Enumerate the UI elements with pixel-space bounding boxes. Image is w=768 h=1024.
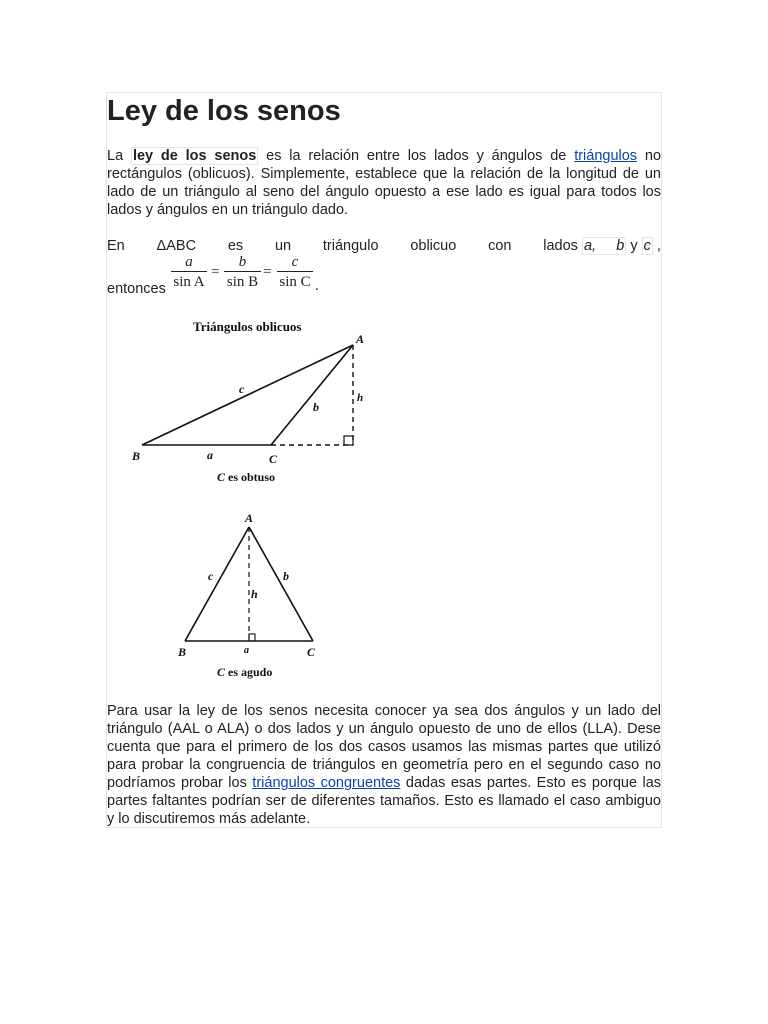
fraction-b-numerator: b (238, 254, 247, 270)
caption-obtuse-C: C (217, 470, 226, 484)
link-triangulos-congruentes[interactable]: triángulos congruentes (252, 775, 401, 791)
side-b-text: b (313, 400, 319, 414)
side-c-text: c (208, 569, 214, 583)
statement-word-y: y (630, 238, 638, 254)
statement-word-lados: lados (543, 238, 578, 254)
statement-word-un: un (274, 238, 292, 254)
fraction-c-denominator: sin C (279, 274, 311, 290)
fraction-c-numerator: c (291, 254, 299, 270)
formula-period: . (315, 278, 319, 294)
side-b-line (271, 345, 353, 445)
caption-acute-rest: es agudo (225, 665, 273, 679)
side-b-line (249, 527, 313, 641)
statement-triangle-name: ΔABC (156, 238, 197, 254)
statement-word-con: con (488, 238, 512, 254)
side-b-text: b (283, 569, 289, 583)
side-c-label: c (643, 238, 651, 254)
caption-obtuse (217, 470, 275, 484)
figure-title: Triángulos oblicuos (193, 319, 302, 334)
article (106, 92, 662, 828)
vertex-A-label: A (245, 511, 254, 525)
vertex-C-label: C (269, 452, 278, 466)
caption-acute (217, 665, 272, 679)
closing-text-1: Para usar la ley de los senos necesita conocer ya sea dos ángulos y un lado del triángulo (AAL o ALA) o dos lados y un ángulo opuesto de uno de ellos (LLA). Dese cuenta que para el primero de los dos casos usamos las mismas partes que utilizó para probar la congruencia de triángulos en geometría pero en el segundo caso no podríamos probar los (107, 703, 661, 791)
equals-sign-1: = (211, 264, 220, 280)
side-a-text: a (244, 645, 249, 656)
statement-word-en: En (107, 238, 125, 254)
statement-sides (543, 237, 661, 255)
vertex-A-label: A (356, 332, 365, 346)
statement-word-oblicuo: oblicuo (410, 238, 457, 254)
intro-paragraph (107, 147, 661, 219)
side-a-text: a (207, 448, 213, 462)
obtuse-triangle-figure (125, 315, 375, 485)
side-c-line (142, 345, 353, 445)
vertex-B-label: B (178, 645, 187, 659)
side-a-b (582, 237, 626, 255)
right-angle-mark (344, 436, 353, 445)
statement-comma: , (656, 238, 661, 254)
fraction-c (277, 253, 313, 292)
intro-text-3: no rectángulos (oblicuos). Simplemente, establece que la relación de la longitud de un lado de un triángulo al seno del ángulo opuesto a ese lado es igual para todos los lados y ángulos en un triángulo dado. (107, 148, 662, 218)
fraction-a-numerator: a (185, 254, 193, 270)
statement-word-es: es (227, 238, 244, 254)
equals-sign-2: = (263, 264, 272, 280)
right-angle-mark (249, 634, 255, 641)
closing-paragraph (107, 702, 661, 828)
statement-word-triangulo: triángulo (322, 238, 379, 254)
vertex-C-label: C (307, 645, 316, 659)
fraction-b-denominator: sin B (226, 274, 259, 290)
acute-triangle-figure (171, 507, 331, 685)
closing-text-2: dadas esas partes. Esto es porque las partes faltantes podrían ser de diferentes tamaños. Esto es llamado el caso ambiguo y lo discutiremos más adelante. (107, 775, 662, 827)
intro-text-2: es la relación entre los lados y ángulos de (266, 148, 567, 164)
caption-obtuse-rest: es obtuso (225, 470, 276, 484)
vertex-B-label: B (132, 449, 141, 463)
page-title: Ley de los senos (107, 95, 341, 127)
intro-text-1: La (107, 148, 124, 164)
intro-bold-term: ley de los senos (132, 148, 257, 164)
height-h-text: h (357, 392, 364, 404)
caption-acute-C: C (217, 665, 226, 679)
side-b-label: b (616, 238, 625, 254)
side-c-line (185, 527, 249, 641)
side-a-label: a, (583, 238, 597, 254)
fraction-b (224, 253, 261, 292)
fraction-a-denominator: sin A (173, 274, 205, 290)
link-triangulos[interactable]: triángulos (574, 148, 638, 164)
side-c-text: c (239, 382, 245, 396)
statement-entonces: entonces (107, 281, 166, 297)
fraction-a (171, 253, 207, 292)
height-h-text: h (251, 587, 258, 601)
